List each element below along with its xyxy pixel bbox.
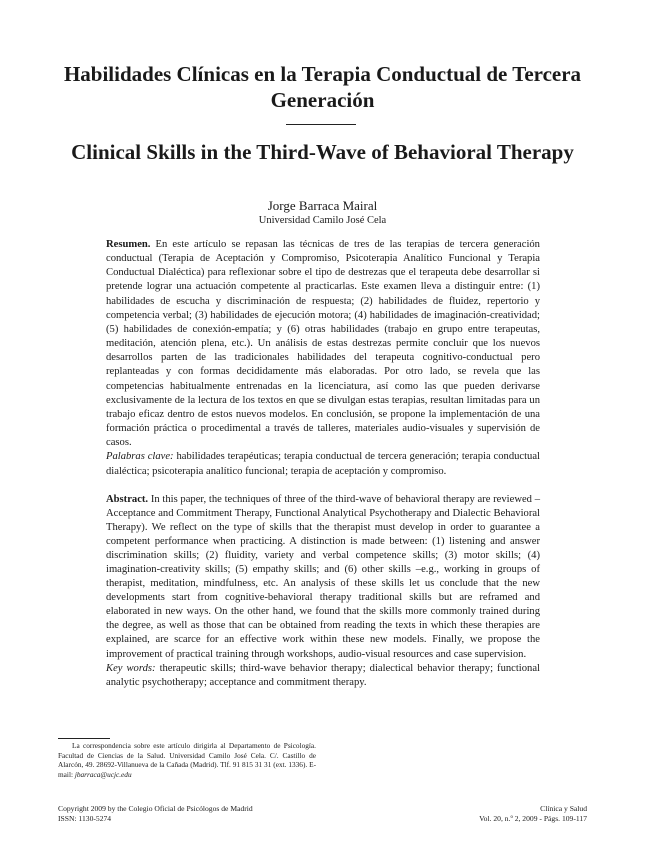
author-name: Jorge Barraca Mairal — [267, 198, 378, 213]
title-english: Clinical Skills in the Third-Wave of Behavioral Therapy — [71, 140, 574, 164]
correspondence-footnote — [58, 741, 316, 779]
key-words-label: Key words: — [106, 662, 156, 674]
abstract-text: In this paper, the techniques of three of the third-wave of behavioral therapy are reviewed –Acceptance and Commitment Therapy, Functional Analytical Psychotherapy and Dialectic Behavioral Therapy). We reflect on the type of skills that the therapist must develop in order to guarantee a competent performance when practicing. A distinction is made between: (1) listening and answer discrimination skills; (2) fluidity, variety and verbal competence skills; (3) motor skills; (4) imagination-creativity skills; (5) empathy skills; and (6) other skills –e.g., working in groups of therapist, meditation, mindfulness, etc. An analysis of these skills let us conclude that the new developments start from cognitive-behavioral therapy traditional skills but are reframed and elaborated in new ways. On the other hand, we found that the skills more commonly trained during the degree, as well as those that can be obtained from reading the texts in which these therapies are explained, are scarce for an effective work within these new models. Finally, we propose the improvement of practical training through workshops, audio-visual resources and case supervision. — [106, 494, 540, 660]
footnote-divider — [58, 738, 110, 739]
footnote-email: jbarraca@ucjc.edu — [74, 769, 132, 779]
resumen-label: Resumen. — [106, 239, 151, 250]
title-divider — [286, 124, 356, 125]
author-affiliation: Universidad Camilo José Cela — [258, 215, 387, 226]
palabras-clave-text: habilidades terapéuticas; terapia conductual de tercera generación; terapia conductual dialéctica; psicoterapia analítico funcional; terapia de aceptación y compromiso. — [106, 451, 540, 477]
footer-left — [58, 804, 253, 824]
journal-name: Clínica y Salud — [540, 804, 587, 813]
abstract-label: Abstract. — [106, 494, 149, 505]
copyright-line: Copyright 2009 by the Colegio Oficial de Psicólogos de Madrid — [58, 804, 253, 813]
palabras-clave-label: Palabras clave: — [106, 451, 174, 463]
volume-pages: Vol. 20, n.º 2, 2009 - Págs. 109-117 — [479, 814, 587, 823]
resumen-paragraph — [106, 238, 540, 479]
key-words-text: therapeutic skills; third-wave behavior therapy; dialectical behavior therapy; functional analytic psychotherapy; acceptance and commitment therapy. — [106, 662, 540, 688]
issn-line: ISSN: 1130-5274 — [58, 814, 112, 823]
resumen-text: En este artículo se repasan las técnicas de tres de las terapias de tercera generación conductual (Terapia de Aceptación y Compromiso, Psicoterapia Analítico Funcional y Terapia Conductual Dialéctica) para reflexionar sobre el tipo de destrezas que el terapeuta debe desarrollar si pretende lograr una actuación competente al practicarlas. Este examen lleva a distinguir entre: (1) habilidades de escucha y discriminación de respuesta; (2) habilidades de fluidez, repertorio y competencia verbal; (3) habilidades de ejecución motora; (4) habilidades de imaginación-creatividad; (5) habilidades de conexión-empatía; y (6) otras habilidades (trabajo en grupo entre terapeutas, meditación, atención plena, etc.). Un análisis de estas destrezas permite concluir que los nuevos desarrollos parten de las tradicionales habilidades del terapeuta cognitivo-conductual pero replanteadas y con formas decididamente más elaboradas. Por otro lado, se revela que las competencias habitualmente entrenadas en la licenciatura, así como las que pueden derivarse exclusivamente de la lectura de los textos en que se divulgan estas terapias, resultan limitadas para un trabajo eficaz dentro de estos nuevos modelos. En conclusión, se propone la implementación de una formación práctica o procedimental a través de talleres, materiales audio-visuales y supervisión de casos. — [106, 239, 540, 449]
abstract-paragraph — [106, 493, 540, 690]
footer-right — [479, 804, 587, 824]
footnote-text: La correspondencia sobre este artículo dirigirla al Departamento de Psicología. Facultad de Ciencias de la Salud. Universidad Camilo José Cela. C/. Castillo de Alarcón, 49. 28692-Villanueva de la Cañada (Madrid). Tlf. 91 815 31 31 (ext. 1336). E-mail: — [58, 741, 316, 779]
title-spanish: Habilidades Clínicas en la Terapia Conductual de Tercera Generación — [63, 62, 582, 112]
